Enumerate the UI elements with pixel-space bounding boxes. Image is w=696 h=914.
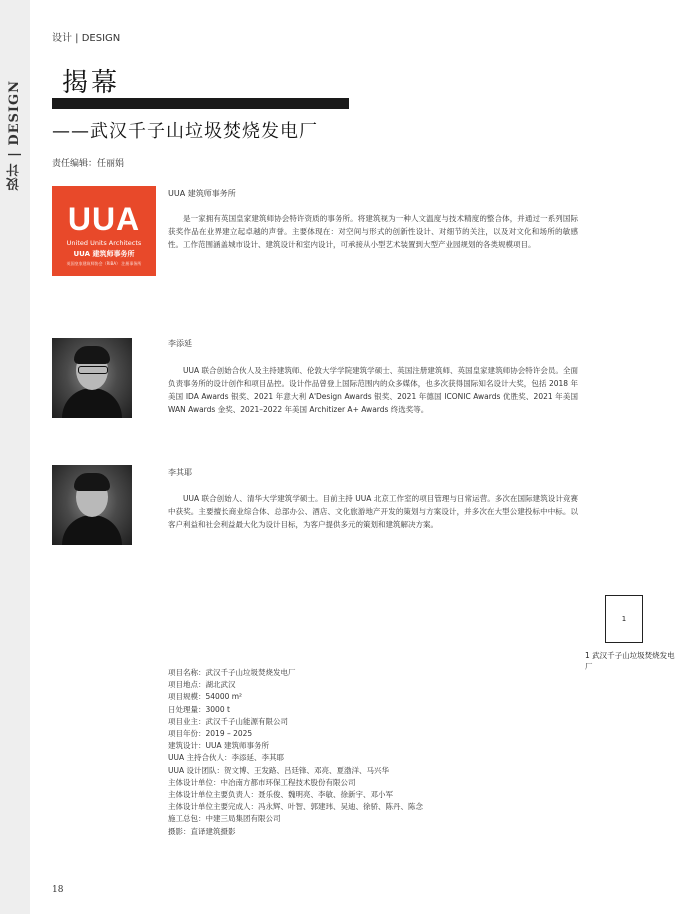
info-item: UUA 设计团队：贺文博、王发路、吕廷锋、邓亮、夏渤洋、马兴华 <box>168 765 389 775</box>
info-item: 建筑设计：UUA 建筑师事务所 <box>168 741 269 751</box>
editor-credit: 责任编辑：任丽娟 <box>52 159 125 169</box>
info-item: 项目年份：2019 – 2025 <box>168 729 253 739</box>
figure-caption: 1 武汉千子山垃圾焚烧发电厂 <box>585 651 675 671</box>
info-item: 项目名称：武汉千子山垃圾焚烧发电厂 <box>168 668 296 677</box>
info-item: 摄影：直译建筑摄影 <box>168 826 236 836</box>
section-label: 设计 | DESIGN <box>52 33 121 44</box>
logo-english-name: United Units Architects <box>66 239 142 247</box>
side-strip <box>0 0 30 914</box>
info-item: 项目地点：湖北武汉 <box>168 680 236 690</box>
person-bio-2: UUA 联合创始人、清华大学建筑学硕士。目前主持 UUA 北京工作室的项目管理与日常运营。多次在国际建筑设计竞赛中获奖。主要擅长商业综合体、总部办公、酒店、文化旅游地产开发的策划与方案设计，并多次在大型公建投标中中标。以客户利益和社会利益最大化为设计目标，为客户提供多元的策划和建筑解决方案。 <box>168 494 578 529</box>
info-item: 主体设计单位：中冶南方都市环保工程技术股份有限公司 <box>168 777 356 787</box>
page-number: 18 <box>52 885 64 895</box>
figure-placeholder: 1 <box>605 595 643 643</box>
info-item: UUA 主持合伙人：李添延、李其耶 <box>168 753 284 763</box>
logo-chinese-name: UUA 建筑师事务所 <box>73 250 135 258</box>
info-item: 主体设计单位主要负责人：聂乐俊、魏明亮、李敏、徐新宇、邓小军 <box>168 790 393 800</box>
portrait-photo-1 <box>52 338 132 418</box>
logo-subline: 英国皇家建筑师协会（RIBA） 注册事务所 <box>66 261 142 266</box>
firm-name: UUA 建筑师事务所 <box>168 189 236 198</box>
person-name-2: 李其耶 <box>168 468 192 477</box>
portrait-photo-2 <box>52 465 132 545</box>
logo-mark: UUA <box>67 201 141 237</box>
person-name-1: 李添延 <box>168 339 192 348</box>
page-title: 揭幕 <box>62 68 121 98</box>
info-item: 主体设计单位主要完成人：冯永辉、叶智、郭建玮、吴迪、徐骄、陈丹、陈念 <box>168 802 423 812</box>
info-item: 项目业主：武汉千子山能源有限公司 <box>168 716 288 726</box>
project-info-list <box>168 667 423 838</box>
info-item: 施工总包：中建三局集团有限公司 <box>168 814 281 824</box>
page-subtitle: ——武汉千子山垃圾焚烧发电厂 <box>52 121 318 142</box>
uua-logo <box>52 186 156 276</box>
info-item: 项目规模：54000 m² <box>168 692 243 702</box>
info-item: 日处理量：3000 t <box>168 704 230 714</box>
side-section-label: 设计 | DESIGN <box>7 80 22 191</box>
person-bio-1: UUA 联合创始合伙人及主持建筑师、伦敦大学学院建筑学硕士、英国注册建筑师、英国皇家建筑师协会特许会员。全面负责事务所的设计创作和项目品控。设计作品曾登上国际范围内的众多媒体，也多次获得国际知名设计大奖，包括 2018 年美国 IDA Awards 银奖、2021 年意大利 A'Design Awards 银奖、2021 年德国 ICONIC Awards 优胜奖、2021 年美国 WAN Awards 金奖、2021–2022 年美国 Architizer A+ Awards 终选奖等。 <box>168 366 578 414</box>
firm-description: 是一家拥有英国皇家建筑师协会特许资质的事务所。将建筑视为一种人文温度与技术精度的整合体，并通过一系列国际获奖作品在业界建立起卓越的声誉。主要体现在：对空间与形式的创新性设计、对细节的关注，以及对文化和场所的敏感性。工作范围涵盖城市设计、建筑设计和室内设计，可承接从小型艺术装置到大型产业园规划的各类规模项目。 <box>168 214 578 249</box>
title-bar <box>52 98 349 109</box>
